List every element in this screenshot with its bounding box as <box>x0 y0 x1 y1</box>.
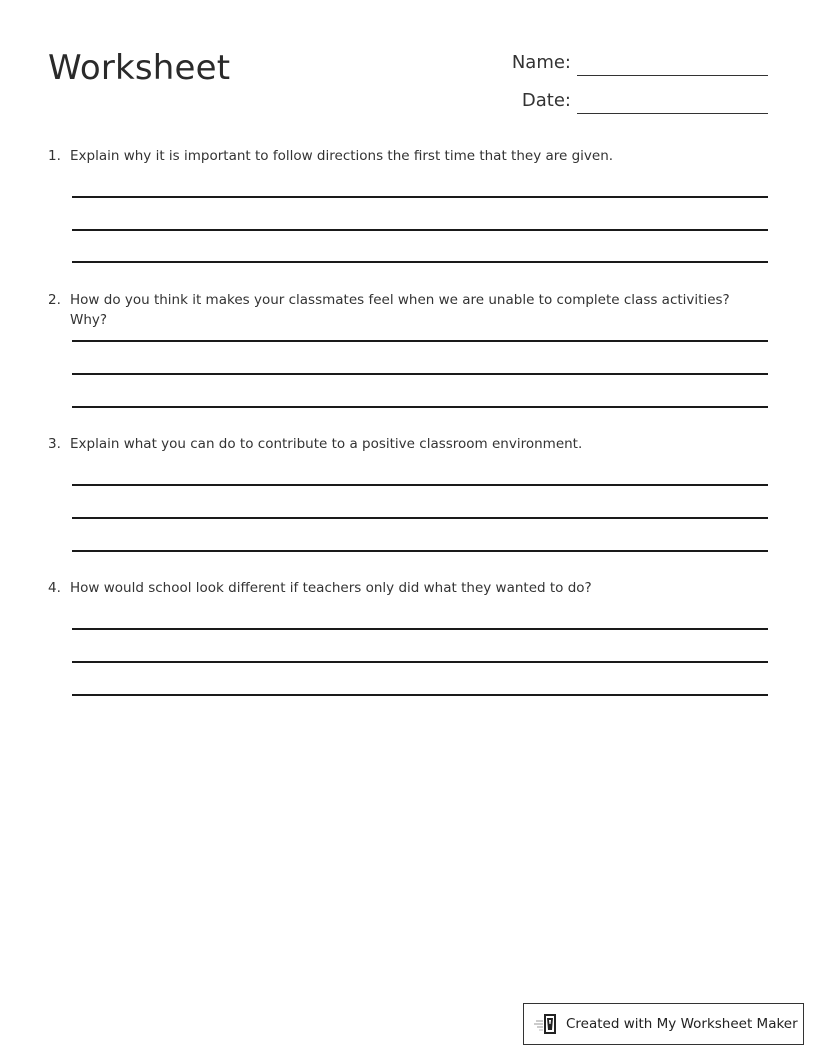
question-number: 4. <box>48 580 61 596</box>
page-title: Worksheet <box>48 48 231 88</box>
question-number: 3. <box>48 436 61 452</box>
answer-line-2[interactable] <box>72 661 768 663</box>
question-2 <box>48 290 768 330</box>
question-number: 2. <box>48 292 61 308</box>
question-3 <box>48 434 768 454</box>
answer-line-2[interactable] <box>72 373 768 375</box>
answer-line-2[interactable] <box>72 517 768 519</box>
name-label: Name: <box>511 52 571 73</box>
name-input-line[interactable] <box>577 75 768 76</box>
question-text: Explain why it is important to follow directions the first time that they are given. <box>70 148 614 164</box>
answer-line-2[interactable] <box>72 229 768 231</box>
answer-line-1[interactable] <box>72 196 768 198</box>
answer-line-3[interactable] <box>72 406 768 408</box>
created-with-badge[interactable] <box>523 1003 804 1045</box>
answer-line-3[interactable] <box>72 694 768 696</box>
answer-line-1[interactable] <box>72 628 768 630</box>
question-text: How do you think it makes your classmates feel when we are unable to complete class activities? Why? <box>70 292 730 328</box>
question-prompt <box>48 434 768 454</box>
date-label: Date: <box>521 90 571 111</box>
answer-line-3[interactable] <box>72 550 768 552</box>
question-prompt <box>48 578 768 598</box>
question-prompt <box>48 290 768 330</box>
answer-line-3[interactable] <box>72 261 768 263</box>
question-text: Explain what you can do to contribute to a positive classroom environment. <box>70 436 583 452</box>
question-text: How would school look different if teachers only did what they wanted to do? <box>70 580 592 596</box>
worksheet-maker-logo-icon <box>534 1012 560 1036</box>
date-input-line[interactable] <box>577 113 768 114</box>
answer-line-1[interactable] <box>72 484 768 486</box>
date-field[interactable] <box>522 88 768 114</box>
name-field[interactable] <box>512 50 768 76</box>
badge-label: Created with My Worksheet Maker <box>566 1016 798 1032</box>
question-prompt <box>48 146 768 166</box>
answer-line-1[interactable] <box>72 340 768 342</box>
question-number: 1. <box>48 148 61 164</box>
question-4 <box>48 578 768 598</box>
question-1 <box>48 146 768 166</box>
